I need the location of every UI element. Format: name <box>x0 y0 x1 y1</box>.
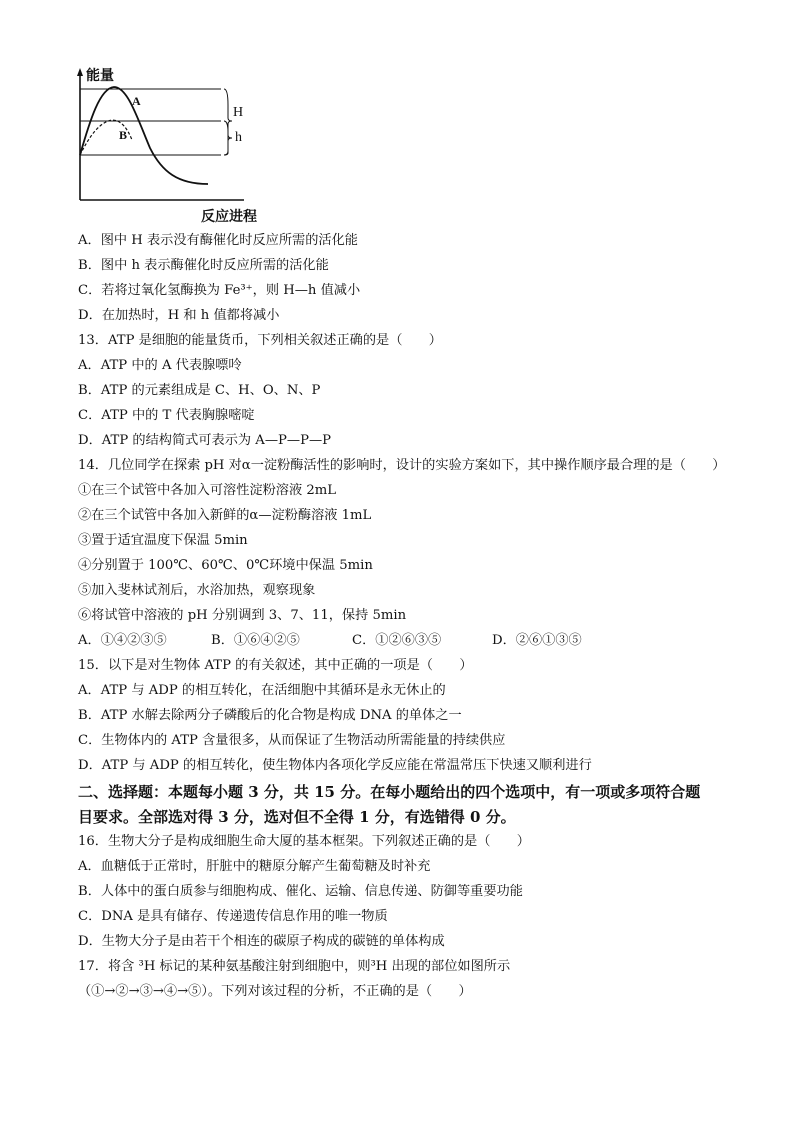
q12-option-d: D．在加热时，H 和 h 值都将减小 <box>78 308 280 323</box>
x-axis-label: 反应进程 <box>201 209 257 225</box>
q17-stem-line2: （①→②→③→④→⑤）。下列对该过程的分析，不正确的是（ ） <box>78 984 472 999</box>
section2-heading-line2: 目要求。全部选对得 3 分，选对但不全得 1 分，有选错得 0 分。 <box>78 808 516 826</box>
curve-b-label: B <box>119 128 128 142</box>
q16-option-a: A．血糖低于正常时，肝脏中的糖原分解产生葡萄糖及时补充 <box>78 859 431 874</box>
section2-heading-line1: 二、选择题：本题每小题 3 分，共 15 分。在每小题给出的四个选项中，有一项或多项符合题 <box>78 783 701 801</box>
y-axis-label: 能量 <box>86 68 114 84</box>
q13-stem: 13．ATP 是细胞的能量货币，下列相关叙述正确的是（ ） <box>78 333 442 348</box>
y-axis-arrow <box>77 68 83 76</box>
q13-option-d: D．ATP 的结构简式可表示为 A—P—P—P <box>78 433 332 448</box>
q16-stem: 16．生物大分子是构成细胞生命大厦的基本框架。下列叙述正确的是（ ） <box>78 834 530 849</box>
q13-option-b: B．ATP 的元素组成是 C、H、O、N、P <box>78 383 321 398</box>
q15-option-d: D．ATP 与 ADP 的相互转化，使生物体内各项化学反应能在常温常压下快速又顺利进行 <box>78 758 592 773</box>
q12-option-a: A．图中 H 表示没有酶催化时反应所需的活化能 <box>78 233 358 248</box>
q14-step-2: ②在三个试管中各加入新鲜的α—淀粉酶溶液 1mL <box>78 508 372 523</box>
q14-option-a: A．①④②③⑤ <box>78 633 167 648</box>
q15-stem: 15．以下是对生物体 ATP 的有关叙述，其中正确的一项是（ ） <box>78 658 473 673</box>
q14-step-3: ③置于适宜温度下保温 5min <box>78 533 248 548</box>
energy-diagram <box>66 60 266 225</box>
q12-option-b: B．图中 h 表示酶催化时反应所需的活化能 <box>78 258 329 273</box>
curve-a <box>80 87 208 184</box>
q12-option-c: C．若将过氧化氢酶换为 Fe³⁺，则 H—h 值减小 <box>78 283 361 298</box>
q15-option-c: C．生物体内的 ATP 含量很多，从而保证了生物活动所需能量的持续供应 <box>78 733 506 748</box>
bracket-h-label: H <box>233 105 244 120</box>
q14-step-5: ⑤加入斐林试剂后，水浴加热，观察现象 <box>78 583 316 598</box>
q15-option-a: A．ATP 与 ADP 的相互转化，在活细胞中其循环是永无休止的 <box>78 683 446 698</box>
q16-option-c: C．DNA 是具有储存、传递遗传信息作用的唯一物质 <box>78 909 388 924</box>
q15-option-b: B．ATP 水解去除两分子磷酸后的化合物是构成 DNA 的单体之一 <box>78 708 462 723</box>
curve-a-label: A <box>132 94 141 108</box>
q16-option-b: B．人体中的蛋白质参与细胞构成、催化、运输、信息传递、防御等重要功能 <box>78 884 523 899</box>
q14-options-row <box>78 631 718 651</box>
q14-option-c: C．①②⑥③⑤ <box>352 633 442 648</box>
q14-step-4: ④分别置于 100℃、60℃、0℃环境中保温 5min <box>78 558 373 573</box>
q14-stem: 14．几位同学在探索 pH 对α一淀粉酶活性的影响时，设计的实验方案如下，其中操作顺序最合理的是（ ） <box>78 458 726 473</box>
bracket-small-h-label: h <box>235 130 242 145</box>
q13-option-a: A．ATP 中的 A 代表腺嘌呤 <box>78 358 242 373</box>
q13-option-c: C．ATP 中的 T 代表胸腺嘧啶 <box>78 408 255 423</box>
q14-option-d: D．②⑥①③⑤ <box>492 633 582 648</box>
q14-step-6: ⑥将试管中溶液的 pH 分别调到 3、7、11，保持 5min <box>78 608 407 623</box>
q17-stem-line1: 17．将含 ³H 标记的某种氨基酸注射到细胞中，则³H 出现的部位如图所示 <box>78 959 511 974</box>
q16-option-d: D．生物大分子是由若干个相连的碳原子构成的碳链的单体构成 <box>78 934 445 949</box>
q14-step-1: ①在三个试管中各加入可溶性淀粉溶液 2mL <box>78 483 337 498</box>
q14-option-b: B．①⑥④②⑤ <box>211 633 300 648</box>
